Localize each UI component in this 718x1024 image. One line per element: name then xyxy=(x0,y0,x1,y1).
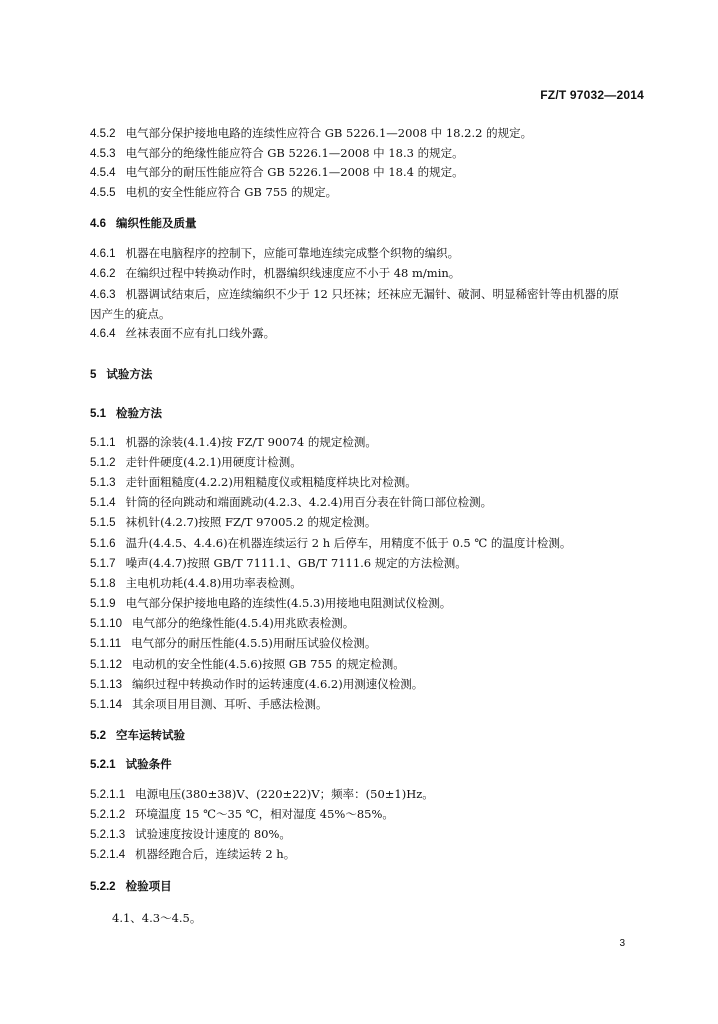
clause-text: 试验条件 xyxy=(125,757,172,771)
clause-number: 4.5.5 xyxy=(90,187,116,199)
clause-number: 5.1.2 xyxy=(90,457,116,469)
clause-line xyxy=(90,786,650,803)
clause-text: 机器在电脑程序的控制下，应能可靠地连续完成整个织物的编织。 xyxy=(125,246,460,260)
clause-text: 袜机针(4.2.7)按照 FZ/T 97005.2 的规定检测。 xyxy=(125,515,377,529)
clause-text: 电气部分保护接地电路的连续性应符合 GB 5226.1—2008 中 18.2.2 的规定。 xyxy=(125,126,533,140)
clause-text: 电动机的安全性能(4.5.6)按照 GB 755 的规定检测。 xyxy=(131,657,405,671)
clause-line xyxy=(112,910,672,926)
clause-line xyxy=(90,826,650,843)
clause-number: 4.5.2 xyxy=(90,128,116,140)
clause-line xyxy=(90,656,650,673)
clause-text: 检验方法 xyxy=(116,406,162,420)
clause-text: 针筒的径向跳动和端面跳动(4.2.3、4.2.4)用百分表在针筒口部位检测。 xyxy=(125,495,493,509)
clause-line xyxy=(90,265,650,282)
clause-line xyxy=(90,286,650,303)
clause-number: 5.1.13 xyxy=(90,679,122,691)
clause-line xyxy=(90,575,650,592)
clause-line xyxy=(90,676,650,693)
clause-text: 机器的涂装(4.1.4)按 FZ/T 90074 的规定检测。 xyxy=(125,435,377,449)
clause-number: 5.2.1 xyxy=(90,759,116,771)
clause-text: 检验项目 xyxy=(125,879,172,893)
clause-number: 5.1.14 xyxy=(90,699,122,711)
section-heading xyxy=(90,878,650,895)
clause-text: 走针件硬度(4.2.1)用硬度计检测。 xyxy=(125,455,302,469)
clause-number: 5.1.6 xyxy=(90,538,116,550)
clause-text: 电机的安全性能应符合 GB 755 的规定。 xyxy=(125,185,338,199)
clause-line xyxy=(90,164,650,181)
clause-text: 电气部分保护接地电路的连续性(4.5.3)用接地电阻测试仪检测。 xyxy=(125,596,452,610)
clause-number: 5.1.9 xyxy=(90,598,116,610)
clause-number: 5.1.1 xyxy=(90,437,116,449)
clause-line xyxy=(90,535,650,552)
clause-text: 试验方法 xyxy=(106,367,153,381)
clause-text: 电气部分的绝缘性能应符合 GB 5226.1—2008 中 18.3 的规定。 xyxy=(125,146,464,160)
clause-text: 噪声(4.4.7)按照 GB/T 7111.1、GB/T 7111.6 规定的方法检测。 xyxy=(125,556,467,570)
clause-number: 4.5.4 xyxy=(90,167,116,179)
clause-number: 5.1.7 xyxy=(90,558,116,570)
clause-text: 机器经跑合后，连续运转 2 h。 xyxy=(135,847,296,861)
clause-text: 机器调试结束后，应连续编织不少于 12 只坯袜；坯袜应无漏针、破洞、明显稀密针等由机器的原 xyxy=(125,287,620,301)
clause-text: 丝袜表面不应有扎口线外露。 xyxy=(125,326,276,340)
clause-line xyxy=(90,696,650,713)
clause-line xyxy=(90,555,650,572)
clause-line xyxy=(90,615,650,632)
clause-number: 5 xyxy=(90,369,97,381)
clause-number: 5.2 xyxy=(90,730,106,742)
clause-number: 5.1.5 xyxy=(90,517,116,529)
clause-number: 5.1.4 xyxy=(90,497,116,509)
clause-line xyxy=(90,125,650,142)
clause-number: 5.1.12 xyxy=(90,659,122,671)
clause-text: 空车运转试验 xyxy=(116,728,185,742)
clause-line xyxy=(90,635,650,652)
clause-text: 主电机功耗(4.4.8)用功率表检测。 xyxy=(125,576,302,590)
clause-text: 电气部分的耐压性能应符合 GB 5226.1—2008 中 18.4 的规定。 xyxy=(125,165,464,179)
clause-number: 5.2.1.1 xyxy=(90,789,126,801)
clause-line xyxy=(90,846,650,863)
clause-text: 电气部分的耐压性能(4.5.5)用耐压试验仪检测。 xyxy=(131,636,377,650)
standard-code: FZ/T 97032—2014 xyxy=(540,88,644,102)
clause-text: 4.1、4.3～4.5。 xyxy=(112,911,202,925)
clause-number: 5.1.8 xyxy=(90,578,116,590)
clause-number: 5.1.3 xyxy=(90,477,116,489)
clause-number: 4.6 xyxy=(90,218,106,230)
section-heading xyxy=(90,405,650,422)
clause-line xyxy=(90,494,650,511)
clause-number: 4.6.4 xyxy=(90,328,116,340)
clause-text: 在编织过程中转换动作时，机器编织线速度应不小于 48 m/min。 xyxy=(125,266,461,280)
clause-number: 5.1.10 xyxy=(90,618,122,630)
clause-text: 走针面粗糙度(4.2.2)用粗糙度仪或粗糙度样块比对检测。 xyxy=(125,475,417,489)
clause-continuation: 因产生的疵点。 xyxy=(90,307,171,321)
clause-text: 电气部分的绝缘性能(4.5.4)用兆欧表检测。 xyxy=(131,616,355,630)
clause-line xyxy=(90,434,650,451)
clause-number: 5.2.1.2 xyxy=(90,809,126,821)
section-heading xyxy=(90,756,650,773)
clause-text: 编织过程中转换动作时的运转速度(4.6.2)用测速仪检测。 xyxy=(131,677,424,691)
section-heading xyxy=(90,366,650,383)
clause-text: 环境温度 15 ℃～35 ℃，相对湿度 45%～85%。 xyxy=(135,807,394,821)
clause-line xyxy=(90,184,650,201)
clause-number: 4.6.1 xyxy=(90,248,116,260)
section-heading xyxy=(90,215,650,232)
clause-number: 5.2.1.4 xyxy=(90,849,126,861)
clause-line xyxy=(90,325,650,342)
section-heading xyxy=(90,727,650,744)
clause-text: 温升(4.4.5、4.4.6)在机器连续运行 2 h 后停车，用精度不低于 0.5 ℃ 的温度计检测。 xyxy=(125,536,572,550)
clause-text: 其余项目用目测、耳听、手感法检测。 xyxy=(131,697,328,711)
clause-line xyxy=(90,514,650,531)
clause-number: 5.1.11 xyxy=(90,638,122,650)
clause-text: 电源电压(380±38)V、(220±22)V；频率：(50±1)Hz。 xyxy=(135,787,434,801)
clause-text: 编织性能及质量 xyxy=(116,216,197,230)
clause-number: 4.5.3 xyxy=(90,148,116,160)
clause-line xyxy=(90,474,650,491)
page-number: 3 xyxy=(619,938,625,949)
clause-line xyxy=(90,595,650,612)
clause-number: 4.6.2 xyxy=(90,268,116,280)
clause-line xyxy=(90,145,650,162)
clause-number: 5.2.1.3 xyxy=(90,829,126,841)
clause-number: 5.2.2 xyxy=(90,881,116,893)
clause-number: 4.6.3 xyxy=(90,289,116,301)
clause-line xyxy=(90,245,650,262)
clause-number: 5.1 xyxy=(90,408,106,420)
clause-text: 试验速度按设计速度的 80%。 xyxy=(135,827,291,841)
clause-line xyxy=(90,806,650,823)
clause-line xyxy=(90,454,650,471)
